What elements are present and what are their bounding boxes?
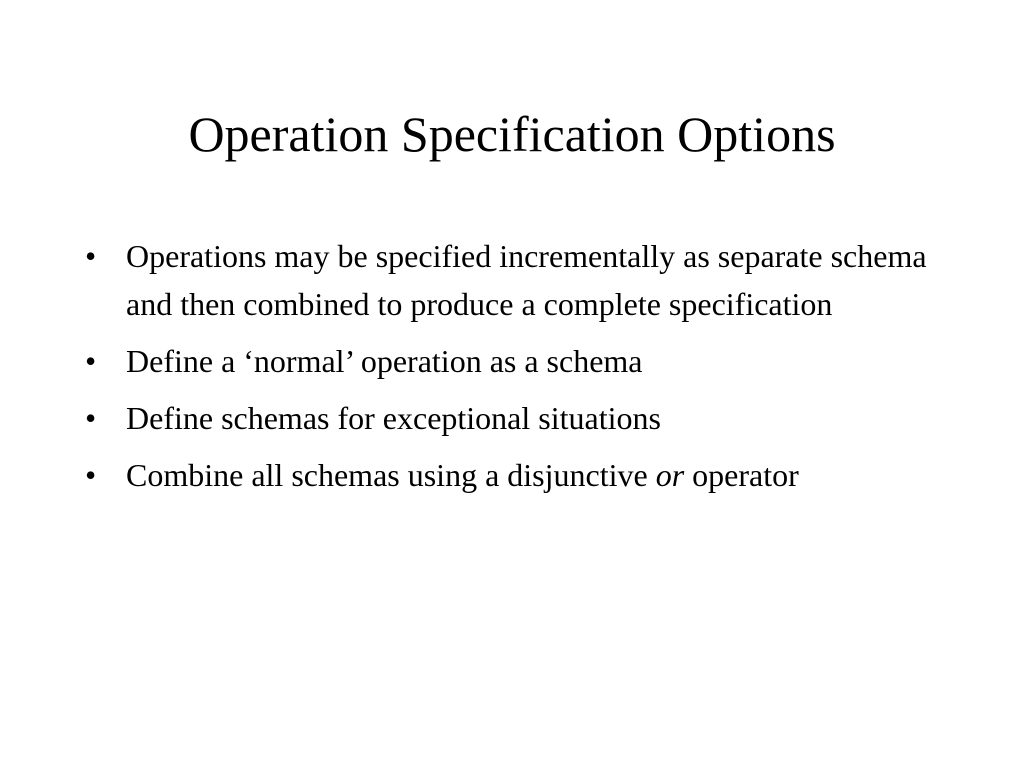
bullet-dot: •	[85, 457, 97, 493]
bullet-text-after: operator	[684, 457, 799, 493]
bullet-dot: •	[85, 238, 97, 274]
bullet-text: Define a ‘normal’ operation as a schema	[126, 343, 643, 379]
bullet-item	[85, 451, 945, 499]
bullet-text-before: Combine all schemas using a disjunctive	[126, 457, 656, 493]
bullet-text	[126, 457, 799, 493]
bullet-item	[85, 394, 945, 442]
bullet-text-emphasis: or	[655, 457, 685, 493]
bullet-text: Operations may be specified incrementally as separate schema and then combined to produce a complete specification	[126, 238, 927, 322]
bullet-list	[85, 232, 945, 508]
slide-title: Operation Specification Options	[188, 106, 836, 162]
bullet-dot: •	[85, 343, 97, 379]
bullet-dot: •	[85, 400, 97, 436]
bullet-item	[85, 337, 945, 385]
bullet-item	[85, 232, 945, 328]
bullet-text: Define schemas for exceptional situations	[126, 400, 661, 436]
